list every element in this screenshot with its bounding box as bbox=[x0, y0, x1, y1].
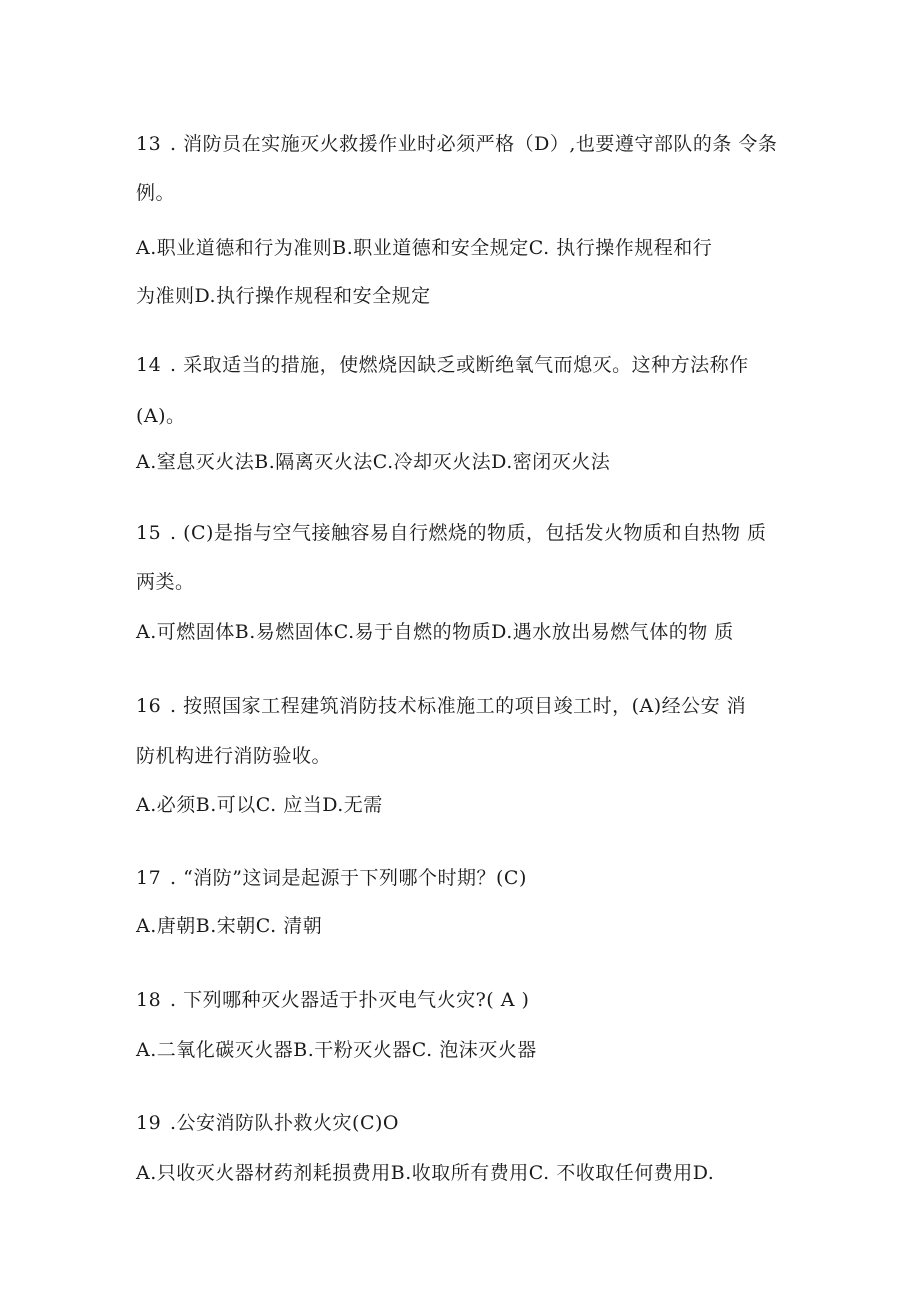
question-18-options-line-1: A.二氧化碳灭火器B.干粉灭火器C. 泡沫灭火器 bbox=[136, 1039, 537, 1061]
question-stem-text: .公安消防队扑救火灾(C)O bbox=[170, 1112, 399, 1134]
question-14-stem-line-1 bbox=[136, 352, 749, 378]
question-16-options-line-1: A.必须B.可以C. 应当D.无需 bbox=[136, 794, 383, 816]
question-stem-text: . 按照国家工程建筑消防技术标准施工的项目竣工时，(A)经公安 消 bbox=[170, 695, 747, 717]
question-15-options-line-1: A.可燃固体B.易燃固体C.易于自燃的物质D.遇水放出易燃气体的物 质 bbox=[136, 621, 734, 643]
question-19-options-line-1: A.只收灭火器材药剂耗损费用B.收取所有费用C. 不收取任何费用D. bbox=[136, 1162, 715, 1184]
question-stem-text: . (C)是指与空气接触容易自行燃烧的物质，包括发火物质和自热物 质 bbox=[170, 522, 767, 544]
question-13-options-line-1: A.职业道德和行为准则B.职业道德和安全规定C. 执行操作规程和行 bbox=[136, 237, 713, 259]
question-number: 15 bbox=[136, 522, 162, 544]
question-13-stem-line-2: 例。 bbox=[136, 182, 176, 204]
question-14-stem-line-2: (A)。 bbox=[136, 405, 186, 427]
question-17-stem-line-1 bbox=[136, 865, 527, 891]
question-stem-text: . 消防员在实施灭火救援作业时必须严格（D）,也要遵守部队的条 令条 bbox=[170, 133, 778, 155]
question-number: 18 bbox=[136, 989, 162, 1011]
question-number: 16 bbox=[136, 695, 162, 717]
question-stem-text: . 下列哪种灭火器适于扑灭电气火灾?( A ) bbox=[170, 989, 530, 1011]
question-14-options-line-1: A.窒息灭火法B.隔离灭火法C.冷却灭火法D.密闭灭火法 bbox=[136, 451, 611, 473]
question-15-stem-line-2: 两类。 bbox=[136, 571, 195, 593]
question-15-stem-line-1 bbox=[136, 520, 766, 546]
question-number: 19 bbox=[136, 1112, 162, 1134]
question-19-stem-line-1 bbox=[136, 1110, 399, 1136]
question-13-options-line-2: 为准则D.执行操作规程和安全规定 bbox=[136, 285, 431, 307]
question-13-stem-line-1 bbox=[136, 131, 777, 157]
question-16-stem-line-2: 防机构进行消防验收。 bbox=[136, 745, 332, 767]
question-number: 17 bbox=[136, 867, 162, 889]
question-number: 13 bbox=[136, 133, 162, 155]
question-number: 14 bbox=[136, 354, 162, 376]
question-18-stem-line-1 bbox=[136, 987, 529, 1013]
question-17-options-line-1: A.唐朝B.宋朝C. 清朝 bbox=[136, 915, 323, 937]
question-16-stem-line-1 bbox=[136, 693, 746, 719]
question-stem-text: . “消防”这词是起源于下列哪个时期？(C) bbox=[170, 867, 527, 889]
question-stem-text: . 采取适当的措施，使燃烧因缺乏或断绝氧气而熄灭。这种方法称作 bbox=[170, 354, 749, 376]
